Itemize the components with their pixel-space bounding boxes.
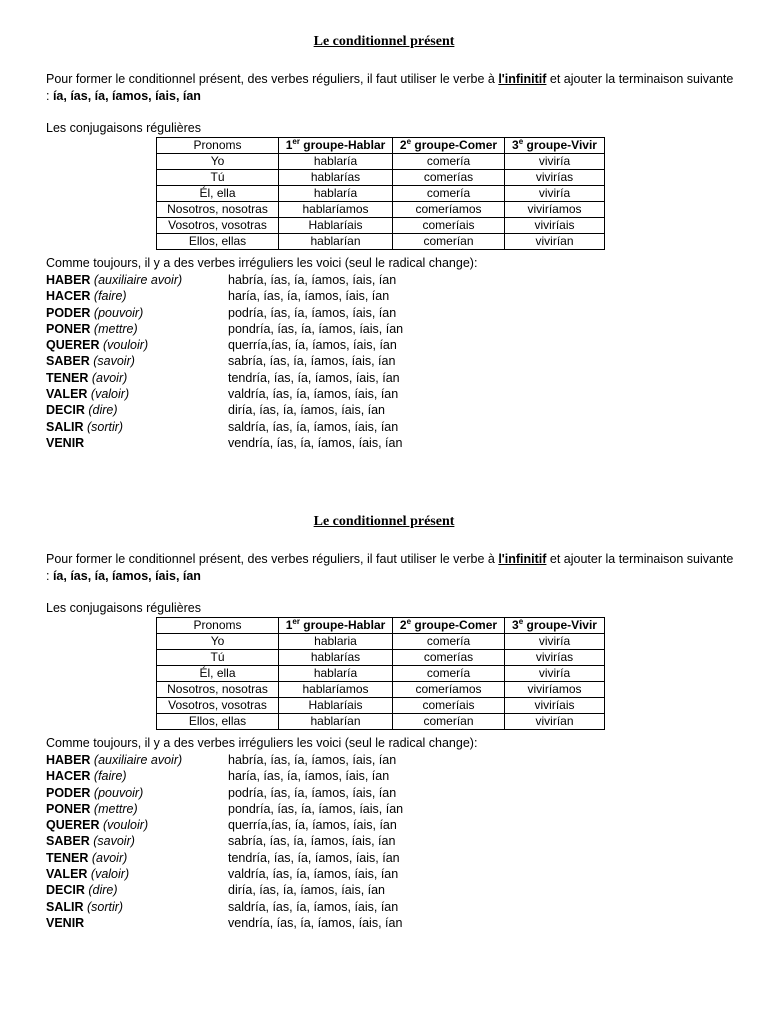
header-pronouns: Pronoms [157,618,279,634]
table-header-row [157,618,605,634]
verb-forms: podría, ías, ía, íamos, íais, ían [228,785,397,800]
verb-forms: diría, ías, ía, íamos, íais, ían [228,883,386,898]
verb-meaning: (savoir) [89,354,135,369]
conjugation-cell: hablarían [279,714,393,730]
conjugation-cell: vivirían [505,714,605,730]
verb-meaning: (faire) [90,289,127,304]
intro-text-after: et ajouter la terminaison suivante : [46,72,734,103]
page-title: Le conditionnel présent [313,34,455,49]
pronoun-cell: Tú [157,170,279,186]
list-item [46,752,546,768]
conjugation-cell: comerían [393,714,505,730]
conjugation-cell: viviríamos [505,682,605,698]
conjugation-cell: comeríamos [393,202,505,218]
verb-meaning: (vouloir) [99,338,149,353]
list-item [46,850,546,866]
verb-forms: pondría, ías, ía, íamos, íais, ían [228,801,404,816]
verb-forms: valdría, ías, ía, íamos, íais, ían [228,387,399,402]
header-group-3 [505,138,605,154]
verb-forms: vendría, ías, ía, íamos, íais, ían [228,435,403,450]
conjugation-cell: comería [393,666,505,682]
conjugation-cell: comerías [393,170,505,186]
irregular-verb: PONER [46,321,91,336]
conjugation-cell: comerías [393,650,505,666]
verb-meaning: (sortir) [83,899,124,914]
conjugation-cell: comería [393,186,505,202]
intro-text: Pour former le conditionnel présent, des verbes réguliers, il faut utiliser le verbe à [46,72,499,86]
pronoun-cell: Nosotros, nosotras [157,682,279,698]
conjugation-cell: hablaríamos [279,202,393,218]
conjugation-cell: hablarías [279,170,393,186]
header-group-2 [393,618,505,634]
conjugation-cell: comeríamos [393,682,505,698]
list-item [46,899,546,915]
verb-meaning: (mettre) [90,801,138,816]
group-3-number: 3 [512,618,519,632]
list-item [46,882,546,898]
verb-forms: sabría, ías, ía, íamos, íais, ían [228,354,396,369]
conjugation-cell: viviríamos [505,202,605,218]
table-row [157,218,605,234]
group-3-label: groupe-Vivir [523,618,597,632]
group-2-ordinal: e [406,617,412,626]
conjugation-cell: viviría [505,186,605,202]
intro-emphasis: l'infinitif [498,552,547,566]
group-2-number: 2 [399,138,407,152]
conjugation-cell: viviríais [505,218,605,234]
group-1-number: 1 [285,618,293,632]
list-item [46,353,546,369]
table-row [157,634,605,650]
list-item [46,288,546,304]
verb-meaning: (auxiliaire avoir) [90,753,183,767]
irregular-verb: PODER [46,785,91,800]
pronoun-cell: Ellos, ellas [157,714,279,730]
group-1-ordinal: er [292,137,300,146]
intro-emphasis: l'infinitif [498,72,547,86]
conjugation-cell: viviría [505,154,605,170]
table-row [157,234,605,250]
verb-meaning: (faire) [90,769,127,784]
table-row [157,650,605,666]
list-item [46,785,546,801]
conjugation-cell: comería [393,154,505,170]
pronoun-cell: Vosotros, vosotras [157,218,279,234]
conjugation-cell: hablarían [279,234,393,250]
conjugation-cell: hablaría [279,186,393,202]
irregular-verb: SALIR [46,419,84,434]
group-2-ordinal: e [406,137,412,146]
conjugation-table [156,617,605,730]
pronoun-cell: Nosotros, nosotras [157,202,279,218]
group-3-number: 3 [512,138,519,152]
verb-forms: diría, ías, ía, íamos, íais, ían [228,403,386,418]
table-row [157,698,605,714]
intro-paragraph [46,71,736,105]
conjugation-cell: comería [393,634,505,650]
irregular-verb: SABER [46,354,90,369]
table-row [157,154,605,170]
irregular-verb: DECIR [46,403,85,418]
list-item [46,386,546,402]
conjugation-cell: vivirías [505,170,605,186]
verb-forms: haría, ías, ía, íamos, íais, ían [228,289,390,304]
verb-forms: querría,ías, ía, íamos, íais, ían [228,818,397,833]
table-row [157,202,605,218]
irregular-verb: VALER [46,387,88,402]
conjugation-cell: comerían [393,234,505,250]
verb-forms: saldría, ías, ía, íamos, íais, ían [228,899,399,914]
irregular-verb: HACER [46,289,91,304]
table-row [157,666,605,682]
conjugation-table [156,137,605,250]
table-caption: Les conjugaisons régulières [46,601,201,615]
conjugation-cell: hablarías [279,650,393,666]
irregular-intro: Comme toujours, il y a des verbes irréguliers les voici (seul le radical change): [46,736,478,750]
conjugation-cell: hablaría [279,154,393,170]
list-item [46,305,546,321]
irregular-verb: PONER [46,801,91,816]
list-item [46,915,546,931]
verb-meaning: (pouvoir) [90,785,144,800]
table-row [157,714,605,730]
pronoun-cell: Él, ella [157,186,279,202]
header-group-2 [393,138,505,154]
list-item [46,321,546,337]
irregular-verb-list [46,752,546,931]
verb-meaning: (dire) [84,403,118,418]
list-item [46,337,546,353]
group-2-label: groupe-Comer [411,138,498,152]
list-item [46,370,546,386]
verb-forms: haría, ías, ía, íamos, íais, ían [228,769,390,784]
list-item [46,419,546,435]
page-title: Le conditionnel présent [313,514,455,529]
irregular-verb: PODER [46,305,91,320]
group-1-label: groupe-Hablar [299,618,386,632]
verb-meaning: (avoir) [88,850,128,865]
verb-meaning: (avoir) [88,370,128,385]
header-group-3 [505,618,605,634]
conjugation-cell: viviría [505,634,605,650]
verb-forms: saldría, ías, ía, íamos, íais, ían [228,419,399,434]
group-3-label: groupe-Vivir [523,138,597,152]
list-item [46,768,546,784]
verb-forms: pondría, ías, ía, íamos, íais, ían [228,321,404,336]
pronoun-cell: Yo [157,634,279,650]
verb-forms: tendría, ías, ía, íamos, íais, ían [228,370,400,385]
verb-forms: habría, ías, ía, íamos, íais, ían [228,753,397,767]
table-row [157,170,605,186]
group-2-label: groupe-Comer [411,618,498,632]
pronoun-cell: Yo [157,154,279,170]
conjugation-cell: comeríais [393,218,505,234]
verb-meaning: (dire) [84,883,118,898]
verb-meaning: (auxiliaire avoir) [90,273,183,287]
conjugation-cell: Hablaríais [279,218,393,234]
verb-forms: vendría, ías, ía, íamos, íais, ían [228,915,403,930]
pronoun-cell: Ellos, ellas [157,234,279,250]
verb-meaning: (valoir) [87,387,130,402]
group-1-label: groupe-Hablar [299,138,386,152]
group-3-ordinal: e [518,617,524,626]
pronoun-cell: Él, ella [157,666,279,682]
verb-forms: habría, ías, ía, íamos, íais, ían [228,273,397,287]
conjugation-cell: viviría [505,666,605,682]
conjugation-cell: viviríais [505,698,605,714]
header-group-1 [279,138,393,154]
list-item [46,866,546,882]
pronoun-cell: Tú [157,650,279,666]
table-header-row [157,138,605,154]
list-item [46,272,546,288]
group-1-ordinal: er [292,617,300,626]
irregular-verb: TENER [46,370,89,385]
table-row [157,682,605,698]
conjugation-cell: hablaría [279,666,393,682]
list-item [46,801,546,817]
intro-endings: ía, ías, ía, íamos, íais, ían [52,89,201,103]
verb-forms: tendría, ías, ía, íamos, íais, ían [228,850,400,865]
intro-text-after: et ajouter la terminaison suivante : [46,552,734,583]
irregular-verb: HABER [46,273,91,287]
list-item [46,817,546,833]
irregular-verb: HACER [46,769,91,784]
conjugation-cell: comeríais [393,698,505,714]
irregular-verb: SABER [46,834,90,849]
list-item [46,833,546,849]
list-item [46,435,546,451]
intro-endings: ía, ías, ía, íamos, íais, ían [52,569,201,583]
irregular-verb-list [46,272,546,451]
irregular-verb: TENER [46,850,89,865]
list-item [46,402,546,418]
group-1-number: 1 [285,138,293,152]
irregular-verb: VALER [46,867,88,882]
irregular-verb: DECIR [46,883,85,898]
conjugation-cell: hablaria [279,634,393,650]
irregular-intro: Comme toujours, il y a des verbes irréguliers les voici (seul le radical change): [46,256,478,270]
irregular-verb: SALIR [46,899,84,914]
header-pronouns: Pronoms [157,138,279,154]
verb-forms: sabría, ías, ía, íamos, íais, ían [228,834,396,849]
conjugation-cell: Hablaríais [279,698,393,714]
verb-meaning: (valoir) [87,867,130,882]
verb-forms: podría, ías, ía, íamos, íais, ían [228,305,397,320]
verb-meaning: (vouloir) [99,818,149,833]
irregular-verb: VENIR [46,915,85,930]
verb-meaning: (mettre) [90,321,138,336]
conjugation-cell: hablaríamos [279,682,393,698]
irregular-verb: VENIR [46,435,85,450]
conjugation-cell: vivirías [505,650,605,666]
intro-paragraph [46,551,736,585]
verb-forms: querría,ías, ía, íamos, íais, ían [228,338,397,353]
group-3-ordinal: e [518,137,524,146]
verb-meaning: (sortir) [83,419,124,434]
header-group-1 [279,618,393,634]
irregular-verb: QUERER [46,818,100,833]
group-2-number: 2 [399,618,407,632]
table-row [157,186,605,202]
verb-meaning: (savoir) [89,834,135,849]
pronoun-cell: Vosotros, vosotras [157,698,279,714]
table-caption: Les conjugaisons régulières [46,121,201,135]
verb-meaning: (pouvoir) [90,305,144,320]
conjugation-cell: vivirían [505,234,605,250]
intro-text: Pour former le conditionnel présent, des verbes réguliers, il faut utiliser le verbe à [46,552,499,566]
verb-forms: valdría, ías, ía, íamos, íais, ían [228,867,399,882]
irregular-verb: QUERER [46,338,100,353]
irregular-verb: HABER [46,753,91,767]
